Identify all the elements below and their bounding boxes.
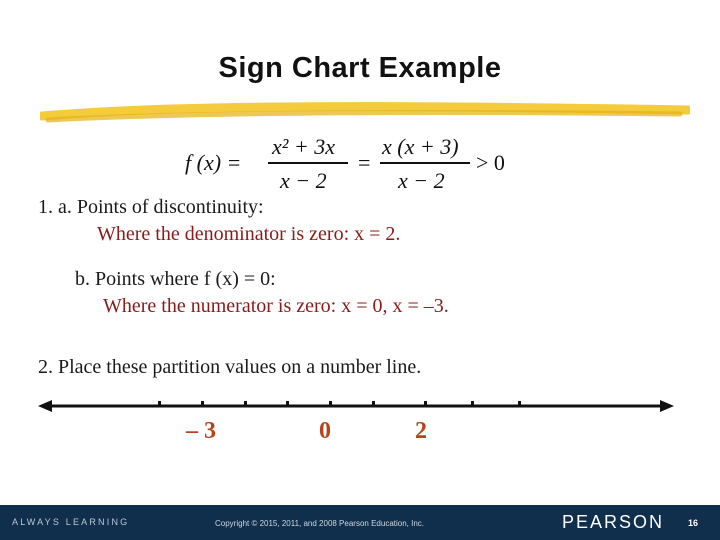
fraction-bar bbox=[380, 162, 470, 164]
tick-mark bbox=[158, 401, 161, 405]
step-1a-detail: Where the denominator is zero: x = 2. bbox=[97, 223, 401, 245]
step-1b-detail: Where the numerator is zero: x = 0, x = –3. bbox=[103, 295, 449, 317]
formula-rhs: > 0 bbox=[476, 150, 505, 175]
tick-label-neg3: – 3 bbox=[186, 418, 216, 444]
footer-bar bbox=[0, 505, 720, 540]
formula-frac1-numerator: x² + 3x bbox=[272, 134, 335, 159]
pearson-logo: PEARSON bbox=[562, 512, 665, 532]
step-2-text: 2. Place these partition values on a number line. bbox=[38, 356, 422, 378]
slide-title: Sign Chart Example bbox=[218, 52, 502, 84]
formula-equals: = bbox=[358, 150, 371, 175]
tick-mark bbox=[329, 401, 332, 405]
tick-label-2: 2 bbox=[415, 418, 427, 444]
formula-frac2-numerator: x (x + 3) bbox=[382, 134, 459, 159]
tick-mark bbox=[518, 401, 521, 405]
tick-mark bbox=[471, 401, 474, 405]
fraction-bar bbox=[268, 162, 348, 164]
highlighter-underline bbox=[40, 98, 690, 128]
right-arrow-icon bbox=[660, 400, 674, 412]
tick-mark bbox=[201, 401, 204, 405]
formula-frac1-denominator: x − 2 bbox=[280, 168, 327, 193]
tick-mark bbox=[286, 401, 289, 405]
tick-mark bbox=[424, 401, 427, 405]
number-line bbox=[36, 392, 676, 422]
tick-label-0: 0 bbox=[319, 418, 331, 444]
tick-mark bbox=[372, 401, 375, 405]
page-number: 16 bbox=[688, 518, 699, 528]
formula-frac2-denominator: x − 2 bbox=[398, 168, 445, 193]
footer-tagline: ALWAYS LEARNING bbox=[12, 517, 130, 527]
footer-copyright: Copyright © 2015, 2011, and 2008 Pearson Education, Inc. bbox=[215, 519, 424, 528]
step-1a-label: 1. a. Points of discontinuity: bbox=[38, 196, 264, 218]
tick-mark bbox=[244, 401, 247, 405]
formula-lhs: f (x) = bbox=[185, 150, 242, 175]
step-1b-label: b. Points where f (x) = 0: bbox=[75, 268, 276, 290]
